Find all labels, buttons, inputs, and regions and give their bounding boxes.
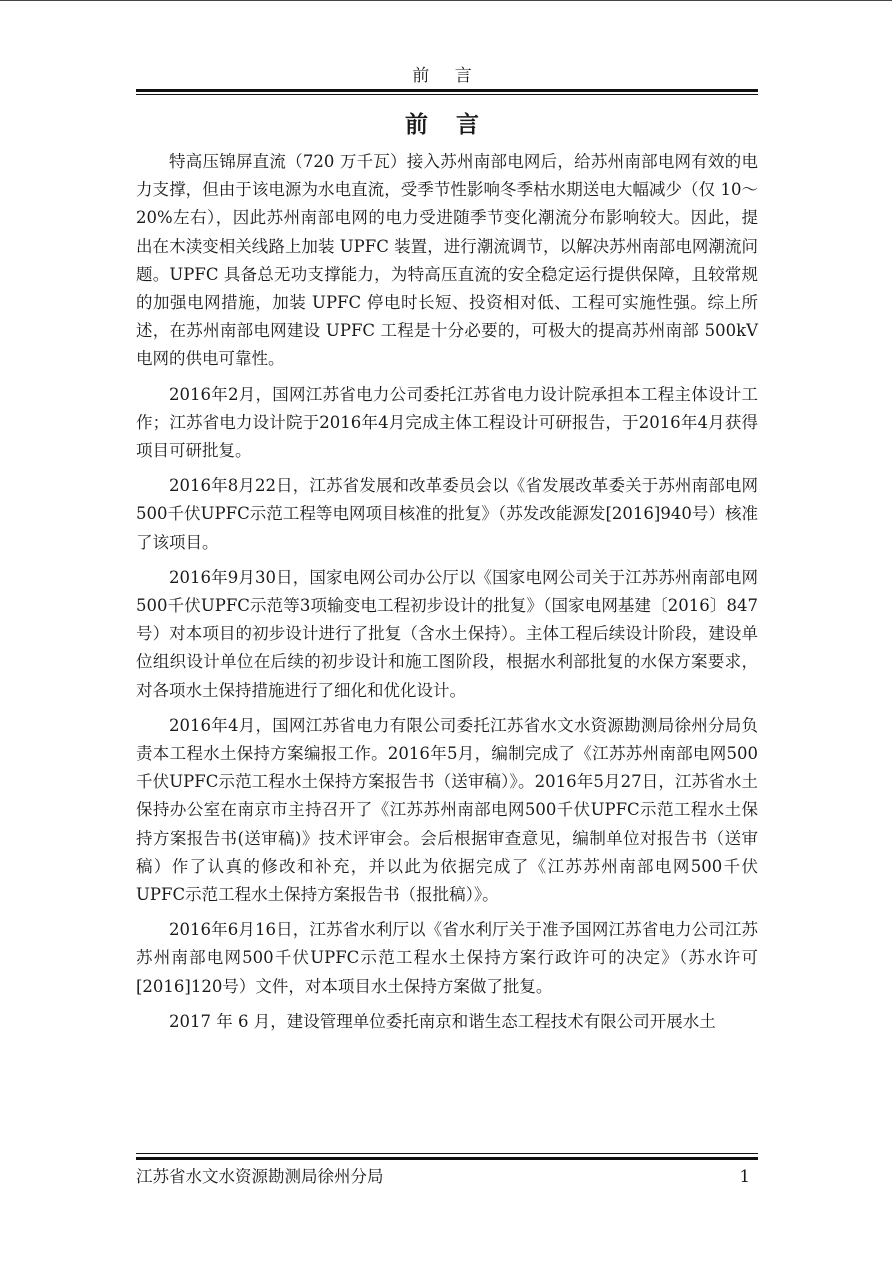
paragraph-7: 2017 年 6 月，建设管理单位委托南京和谐生态工程技术有限公司开展水土 [169,1011,716,1031]
paragraph-2: 2016年2月，国网江苏省电力公司委托江苏省电力设计院承担本工程主体设计工作；江苏省电力设计院于2016年4月完成主体工程设计可研报告，于2016年4月获得项目可研批复。 [136,384,758,461]
header-rule-thin [136,94,758,95]
footer-rule-thin [136,1153,758,1154]
footer-organization: 江苏省水文水资源勘测局徐州分局 [136,1167,384,1186]
paragraph-4: 2016年9月30日，国家电网公司办公厅以《国家电网公司关于江苏苏州南部电网500千伏UPFC示范等3项输变电工程初步设计的批复》（国家电网基建〔2016〕847号）对本项目的初步设计进行了批复（含水土保持）。主体工程后续设计阶段，建设单位组织设计单位在后续的初步设计和施工图阶段，根据水利部批复的水保方案要求，对各项水土保持措施进行了细化和优化设计。 [136,567,758,700]
body-text [136,148,758,1043]
page-top-edge [0,0,892,1]
paragraph-5: 2016年4月，国网江苏省电力有限公司委托江苏省水文水资源勘测局徐州分局负责本工程水土保持方案编报工作。2016年5月，编制完成了《江苏苏州南部电网500千伏UPFC示范工程水土保持方案报告书（送审稿）》。2016年5月27日，江苏省水土保持办公室在南京市主持召开了《江苏苏州南部电网500千伏UPFC示范工程水土保持方案报告书(送审稿)》技术评审会。会后根据审查意见，编制单位对报告书（送审稿）作了认真的修改和补充，并以此为依据完成了《江苏苏州南部电网500千伏UPFC示范工程水土保持方案报告书（报批稿）》。 [136,715,758,905]
header-rule-thick [136,89,758,92]
footer-rule-thick [136,1157,758,1160]
page-title: 前 言 [404,111,489,138]
paragraph-1: 特高压锦屏直流（720 万千瓦）接入苏州南部电网后，给苏州南部电网有效的电力支撑，但由于该电源为水电直流，受季节性影响冬季枯水期送电大幅减少（仅 10～20%左右），因此苏州南部电网的电力受进随季节变化潮流分布影响较大。因此，提出在木渎变相关线路上加装 UPFC 装置，进行潮流调节，以解决苏州南部电网潮流问题。UPFC 具备总无功支撑能力，为特高压直流的安全稳定运行提供保障，且较常规的加强电网措施，加装 UPFC 停电时长短、投资相对低、工程可实施性强。综上所述，在苏州南部电网建设 UPFC 工程是十分必要的，可极大的提高苏州南部 500kV 电网的供电可靠性。 [136,152,758,369]
page-number: 1 [739,1167,750,1186]
running-header: 前 言 [412,66,482,86]
paragraph-3: 2016年8月22日，江苏省发展和改革委员会以《省发展改革委关于苏州南部电网500千伏UPFC示范工程等电网项目核准的批复》（苏发改能源发[2016]940号）核准了该项目。 [136,476,758,552]
paragraph-6: 2016年6月16日，江苏省水利厅以《省水利厅关于准予国网江苏省电力公司江苏苏州南部电网500千伏UPFC示范工程水土保持方案行政许可的决定》（苏水许可[2016]120号）文件，对本项目水土保持方案做了批复。 [136,920,758,996]
